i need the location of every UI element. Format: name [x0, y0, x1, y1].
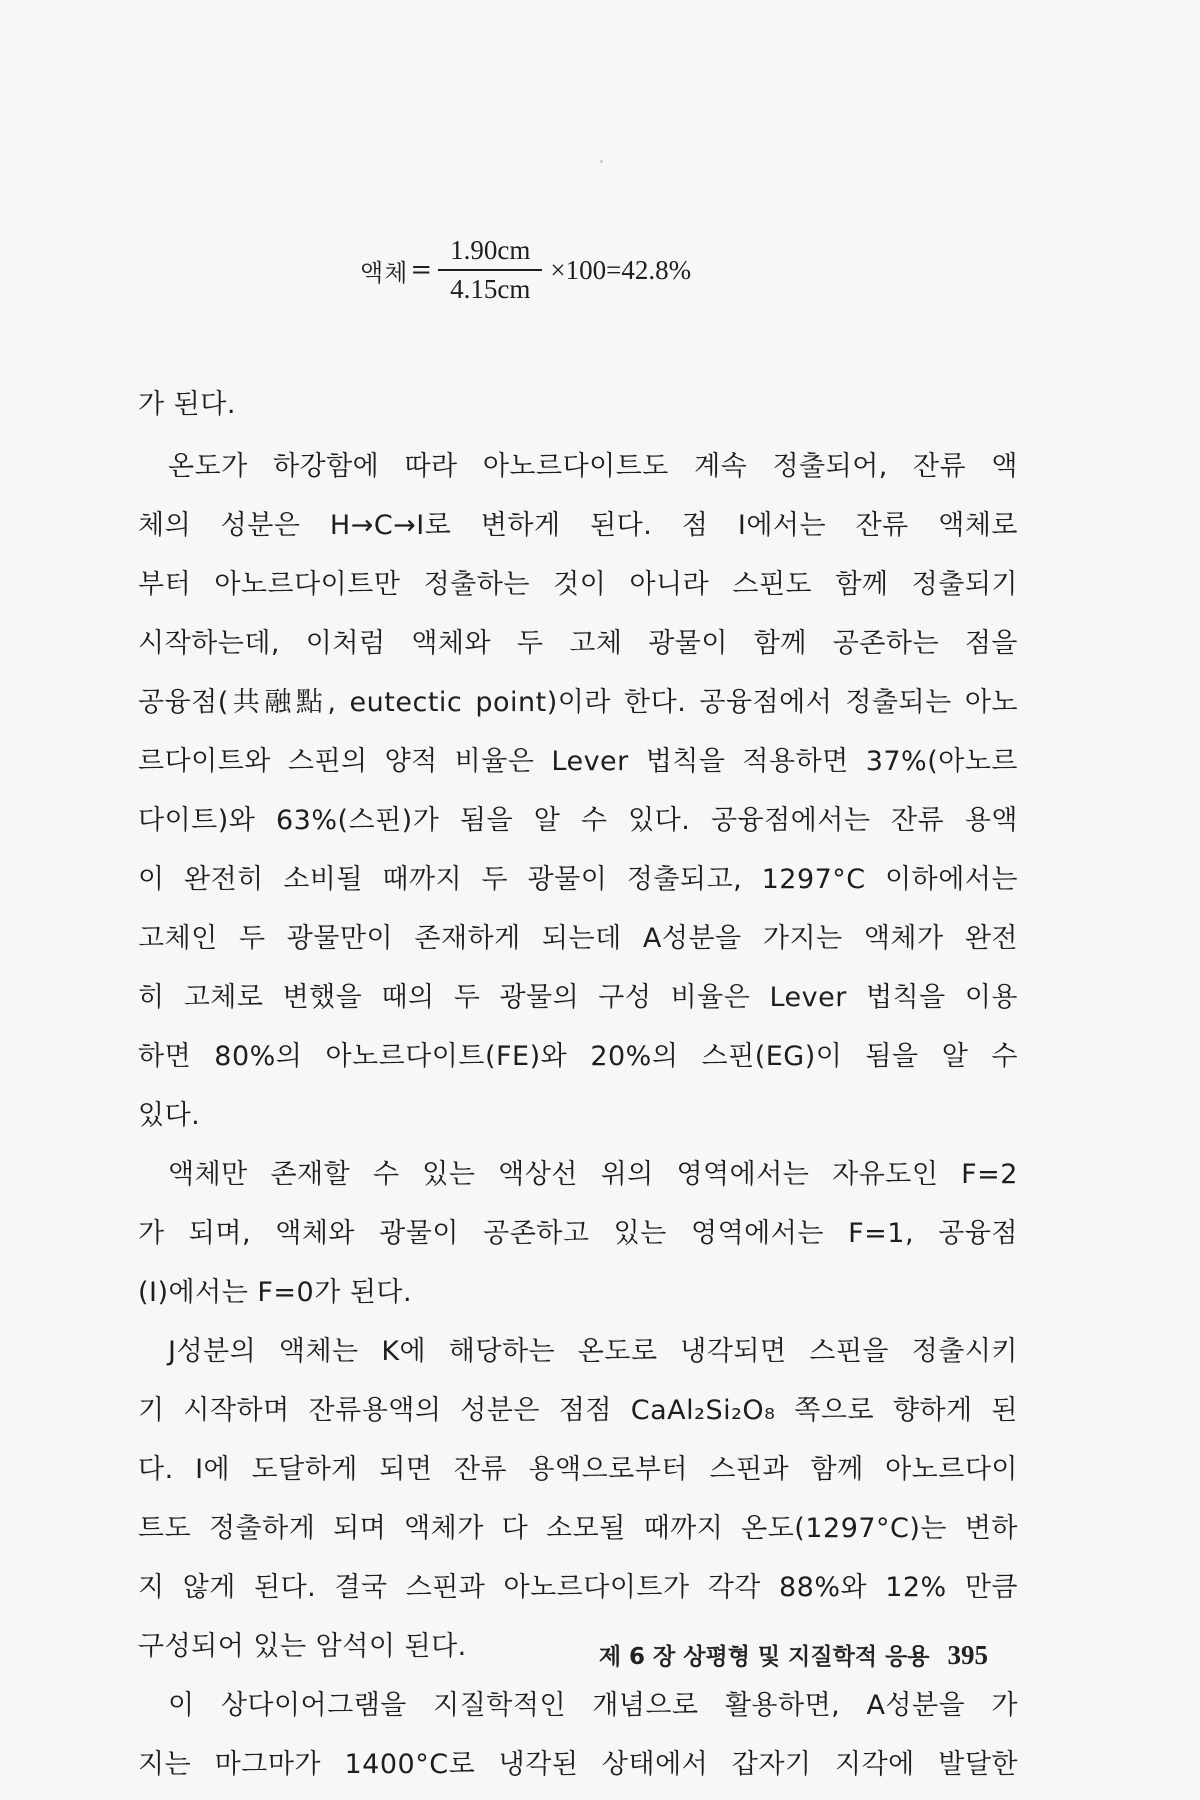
text-line: 고체인 두 광물만이 존재하게 되는데 A성분을 가지는 액체가 완전: [138, 923, 1018, 954]
equation-fraction: [438, 235, 542, 305]
text-line: J성분의 액체는 K에 해당하는 온도로 냉각되면 스핀을 정출시키: [168, 1336, 1018, 1367]
text-line: 이 상다이어그램을 지질학적인 개념으로 활용하면, A성분을 가: [168, 1690, 1018, 1721]
text-line: 구성되어 있는 암석이 된다.: [138, 1631, 467, 1662]
text-line: 액체만 존재할 수 있는 액상선 위의 영역에서는 자유도인 F=2: [168, 1159, 1018, 1190]
page-number: 395: [947, 1640, 988, 1670]
text-line: 온도가 하강함에 따라 아노르다이트도 계속 정출되어, 잔류 액: [168, 451, 1018, 482]
text-line: 히 고체로 변했을 때의 두 광물의 구성 비율은 Lever 법칙을 이용: [138, 982, 1018, 1013]
equation-equals: =: [410, 255, 433, 285]
text-line: 가 되며, 액체와 광물이 공존하고 있는 영역에서는 F=1, 공융점: [138, 1218, 1018, 1249]
text-line: 이 완전히 소비될 때까지 두 광물이 정출되고, 1297°C 이하에서는: [138, 864, 1018, 895]
text-line: (I)에서는 F=0가 된다.: [138, 1277, 413, 1308]
text-line: 공융점(共融點, eutectic point)이라 한다. 공융점에서 정출되는 아노: [138, 687, 1018, 718]
text-line: 체의 성분은 H→C→I로 변하게 된다. 점 I에서는 잔류 액체로: [138, 510, 1018, 541]
text-line: 부터 아노르다이트만 정출하는 것이 아니라 스핀도 함께 정출되기: [138, 569, 1018, 600]
text-line: 시작하는데, 이처럼 액체와 두 고체 광물이 함께 공존하는 점을: [138, 628, 1018, 659]
fraction-denominator: 4.15cm: [450, 274, 531, 304]
scan-speck: [600, 160, 603, 163]
chapter-title: 제 6 장 상평형 및 지질학적 응용: [598, 1644, 930, 1670]
text-line: 있다.: [138, 1100, 201, 1131]
page-footer: [599, 1638, 988, 1671]
text-line: 하면 80%의 아노르다이트(FE)와 20%의 스핀(EG)이 됨을 알 수: [138, 1041, 1018, 1072]
text-line: 다. I에 도달하게 되면 잔류 용액으로부터 스핀과 함께 아노르다이: [138, 1454, 1018, 1485]
text-line: 지 않게 된다. 결국 스핀과 아노르다이트가 각각 88%와 12% 만큼: [138, 1572, 1018, 1603]
text-line: 르다이트와 스핀의 양적 비율은 Lever 법칙을 적용하면 37%(아노르: [138, 746, 1018, 777]
body-text: [138, 375, 1018, 1794]
fraction-numerator: 1.90cm: [438, 235, 542, 271]
text-line: 지는 마그마가 1400°C로 냉각된 상태에서 갑자기 지각에 발달한: [138, 1749, 1018, 1780]
text-line: 트도 정출하게 되며 액체가 다 소모될 때까지 온도(1297°C)는 변하: [138, 1513, 1018, 1544]
text-line: 기 시작하며 잔류용액의 성분은 점점 CaAl₂Si₂O₈ 쪽으로 향하게 된: [138, 1395, 1018, 1426]
equation: [360, 228, 691, 312]
text-line: 가 된다.: [138, 389, 236, 420]
equation-rhs: ×100=42.8%: [550, 254, 692, 285]
equation-lhs: 액체: [360, 258, 409, 287]
text-line: 다이트)와 63%(스핀)가 됨을 알 수 있다. 공융점에서는 잔류 용액: [138, 805, 1018, 836]
